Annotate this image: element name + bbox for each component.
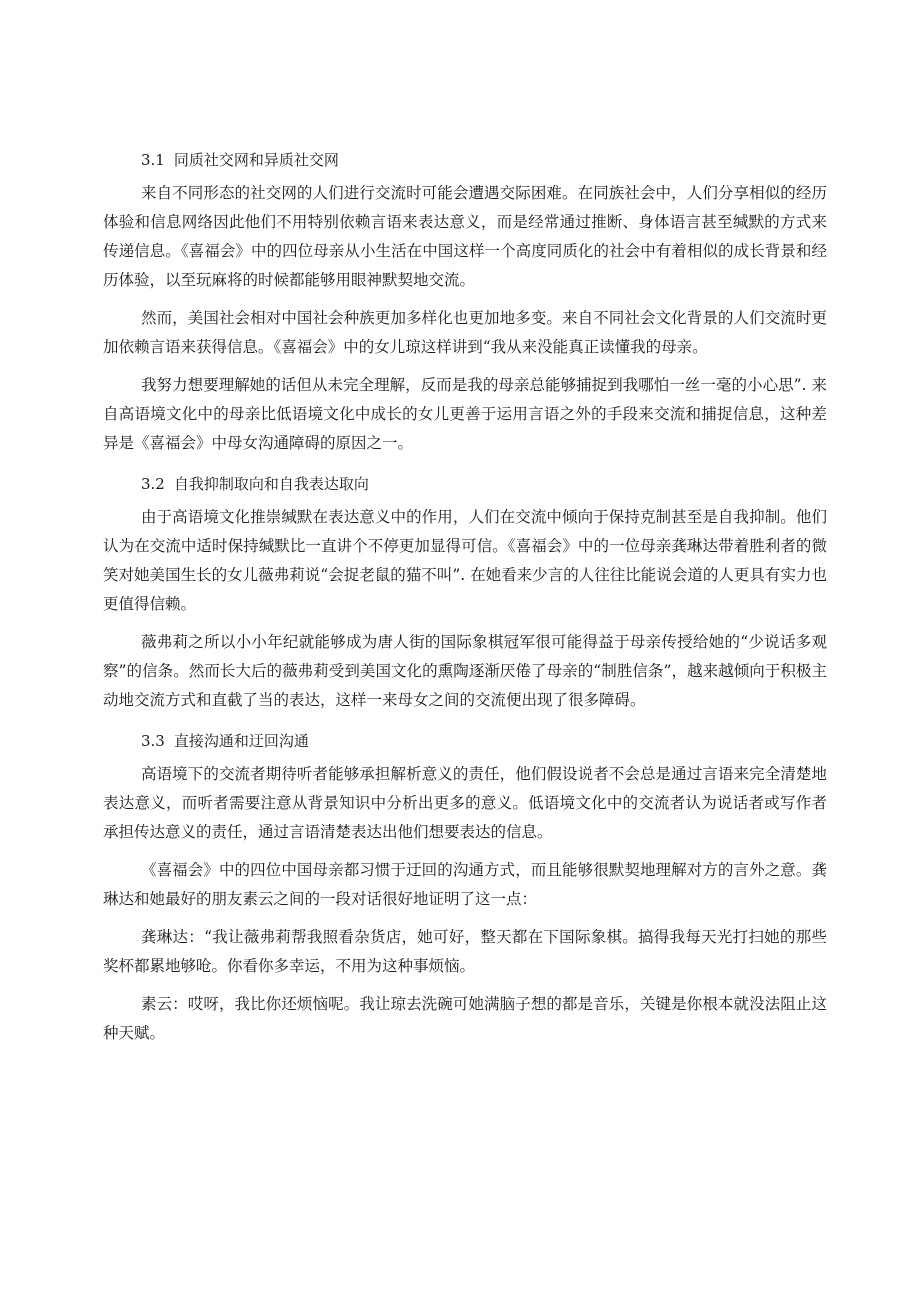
paragraph: 然而，美国社会相对中国社会种族更加多样化也更加地多变。来自不同社会文化背景的人们交流时更加依赖言语来获得信息。《喜福会》中的女儿琼这样讲到“我从来没能真正读懂我的母亲。: [103, 309, 827, 356]
paragraph: 薇弗莉之所以小小年纪就能够成为唐人街的国际象棋冠军很可能得益于母亲传授给她的“少说话多观察”的信条。然而长大后的薇弗莉受到美国文化的熏陶逐渐厌倦了母亲的“制胜信条”，越来越倾向于积极主动地交流方式和直截了当的表达，这样一来母女之间的交流便出现了很多障碍。: [103, 633, 827, 709]
section-title: 自我抑制取向和自我表达取向: [173, 475, 369, 493]
paragraph: 来自不同形态的社交网的人们进行交流时可能会遭遇交际困难。在同族社会中，人们分享相似的经历体验和信息网络因此他们不用特别依赖言语来表达意义，而是经常通过推断、身体语言甚至缄默的方式来传递信息。《喜福会》中的四位母亲从小生活在中国这样一个高度同质化的社会中有着相似的成长背景和经历体验，以至玩麻将的时候都能够用眼神默契地交流。: [103, 184, 827, 289]
section-number: 3.3: [141, 732, 165, 750]
section-number: 3.1: [141, 151, 165, 169]
paragraph: 高语境下的交流者期待听者能够承担解析意义的责任，他们假设说者不会总是通过言语来完全清楚地表达意义，而听者需要注意从背景知识中分析出更多的意义。低语境文化中的交流者认为说话者或写作者承担传达意义的责任，通过言语清楚表达出他们想要表达的信息。: [103, 765, 827, 841]
dialogue-paragraph: 素云：哎呀，我比你还烦恼呢。我让琼去洗碗可她满脑子想的都是音乐，关键是你根本就没法阻止这种天赋。: [103, 995, 827, 1042]
section-number: 3.2: [141, 475, 165, 493]
paragraph: 我努力想要理解她的话但从未完全理解，反而是我的母亲总能够捕捉到我哪怕一丝一毫的小心思”. 来自高语境文化中的母亲比低语境文化中成长的女儿更善于运用言语之外的手段来交流和捕捉信息，这种差异是《喜福会》中母女沟通障碍的原因之一。: [103, 376, 827, 452]
paragraph: 由于高语境文化推崇缄默在表达意义中的作用，人们在交流中倾向于保持克制甚至是自我抑制。他们认为在交流中适时保持缄默比一直讲个不停更加显得可信。《喜福会》中的一位母亲龚琳达带着胜利者的微笑对她美国生长的女儿薇弗莉说“会捉老鼠的猫不叫”. 在她看来少言的人往往比能说会道的人更具有实力也更值得信赖。: [103, 508, 827, 613]
dialogue-paragraph: 龚琳达：“我让薇弗莉帮我照看杂货店，她可好，整天都在下国际象棋。搞得我每天光打扫她的那些奖杯都累地够呛。你看你多幸运，不用为这种事烦恼。: [103, 928, 827, 975]
section-heading-3-2: [103, 470, 827, 498]
section-title: 同质社交网和异质社交网: [173, 151, 339, 169]
section-heading-3-3: [103, 727, 827, 755]
section-title: 直接沟通和迂回沟通: [173, 732, 309, 750]
section-heading-3-1: [103, 146, 827, 174]
paragraph: 《喜福会》中的四位中国母亲都习惯于迂回的沟通方式，而且能够很默契地理解对方的言外之意。龚琳达和她最好的朋友素云之间的一段对话很好地证明了这一点：: [103, 861, 827, 908]
document-body: [103, 146, 827, 1048]
